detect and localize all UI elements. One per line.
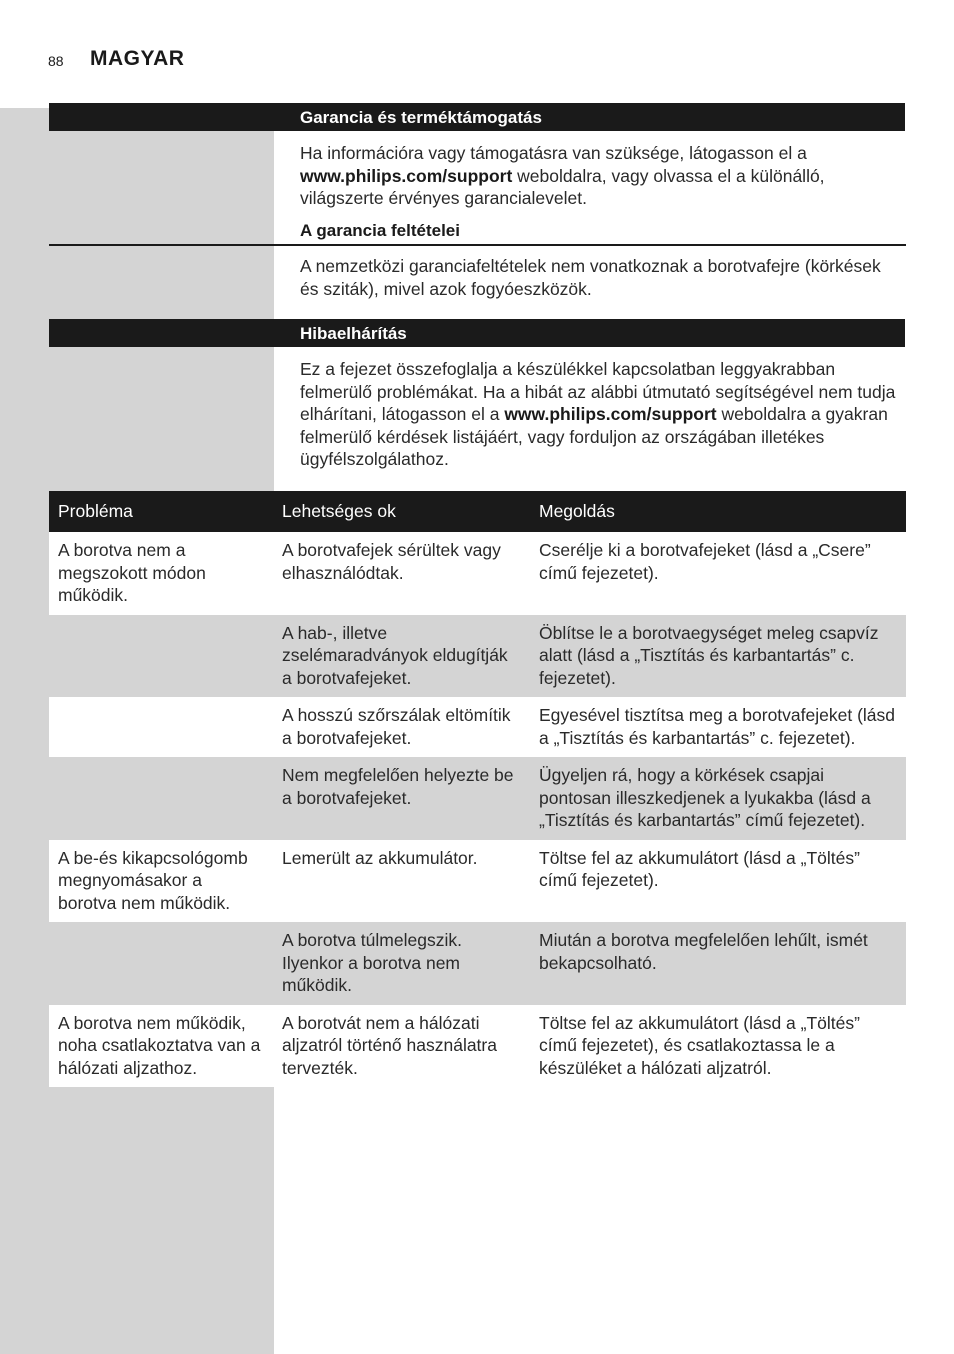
warranty-section-bar [49,103,905,131]
table-row [49,532,906,615]
solution-cell: Cserélje ki a borotvafejeket (lásd a „Csere” című fejezetet). [530,532,906,615]
cause-cell: A hosszú szőrszálak eltömítik a borotvafejeket. [273,697,530,757]
warranty-text-after: weboldalra, vagy olvassa el a különálló, világszerte érvényes garancialevelet. [300,165,825,208]
problem-cell: A be-és kikapcsológomb megnyomásakor a borotva nem működik. [49,840,273,923]
header-problem: Probléma [49,491,273,532]
table-row [49,757,906,840]
cause-cell: A borotvát nem a hálózati aljzatról történő használatra tervezték. [273,1005,530,1088]
solution-cell: Miután a borotva megfelelően lehűlt, ismét bekapcsolható. [530,922,906,1005]
warranty-text-before: Ha információra vagy támogatásra van szüksége, látogasson el a [300,143,807,163]
warranty-conditions-title: A garancia feltételei [300,221,460,240]
solution-cell: Egyesével tisztítsa meg a borotvafejeket (lásd a „Tisztítás és karbantartás” c. fejezetet). [530,697,906,757]
header-cause: Lehetséges ok [273,491,530,532]
solution-cell: Öblítse le a borotvaegységet meleg csapvíz alatt (lásd a „Tisztítás és karbantartás” c. fejezetet). [530,615,906,698]
table-row [49,697,906,757]
table-header-row [49,491,906,532]
cause-cell: A borotvafejek sérültek vagy elhasználódtak. [273,532,530,615]
problem-cell [49,757,273,840]
problem-cell: A borotva nem a megszokott módon működik. [49,532,273,615]
warranty-title: Garancia és terméktámogatás [300,108,542,127]
troubleshooting-support-link[interactable]: www.philips.com/support [504,404,717,424]
problem-cell [49,615,273,698]
troubleshooting-section-bar [49,319,905,347]
solution-cell: Töltse fel az akkumulátort (lásd a „Töltés” című fejezetet), és csatlakoztassa le a készüléket a hálózati aljzatról. [530,1005,906,1088]
table-row [49,615,906,698]
problem-cell [49,922,273,1005]
divider [49,244,906,246]
cause-cell: Nem megfelelően helyezte be a borotvafejeket. [273,757,530,840]
troubleshooting-text-after: weboldalra a gyakran felmerülő kérdések listájáért, vagy forduljon az országában illetékes ügyfélszolgálathoz. [300,404,888,469]
troubleshooting-paragraph [300,358,900,471]
cause-cell: Lemerült az akkumulátor. [273,840,530,923]
problem-cell: A borotva nem működik, noha csatlakoztatva van a hálózati aljzathoz. [49,1005,273,1088]
problem-cell [49,697,273,757]
table-row [49,1005,906,1088]
warranty-paragraph [300,142,900,210]
troubleshooting-table [49,491,906,1087]
language-heading: MAGYAR [90,47,185,70]
header-solution: Megoldás [530,491,906,532]
cause-cell: A hab-, illetve zselémaradványok eldugítják a borotvafejeket. [273,615,530,698]
warranty-conditions-text: A nemzetközi garanciafeltételek nem vonatkoznak a borotvafejre (körkések és sziták), mivel azok fogyóeszközök. [300,256,881,299]
table-row [49,922,906,1005]
solution-cell: Ügyeljen rá, hogy a körkések csapjai pontosan illeszkedjenek a lyukakba (lásd a „Tisztítás és karbantartás” című fejezetet). [530,757,906,840]
troubleshooting-title: Hibaelhárítás [300,324,407,343]
support-link[interactable]: www.philips.com/support [300,165,513,186]
table-row [49,840,906,923]
solution-cell: Töltse fel az akkumulátort (lásd a „Töltés” című fejezetet). [530,840,906,923]
page-number: 88 [48,53,64,69]
troubleshooting-text-before: Ez a fejezet összefoglalja a készülékkel kapcsolatban leggyakrabban felmerülő problémákat. Ha a hibát az alábbi útmutató segítségével nem tudja elhárítani, látogasson el a [300,359,896,424]
cause-cell: A borotva túlmelegszik. Ilyenkor a borotva nem működik. [273,922,530,1005]
